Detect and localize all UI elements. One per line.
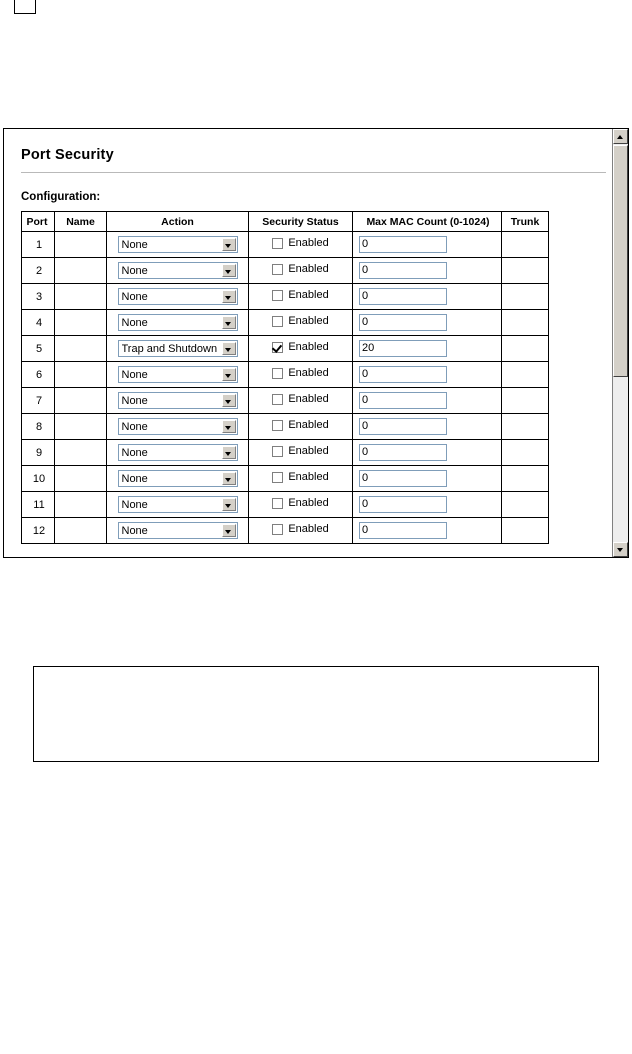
vertical-scrollbar[interactable] [612,129,628,557]
cell-trunk [502,362,549,388]
security-status-label: Enabled [288,289,329,302]
cell-security-status [249,336,353,362]
title-divider [21,172,606,173]
chevron-down-icon[interactable] [222,238,236,251]
column-header-action: Action [107,212,249,232]
security-status-checkbox-wrap[interactable] [272,471,328,483]
action-select[interactable] [118,392,238,409]
cell-name [55,232,107,258]
browser-pane [3,128,629,558]
cell-name [55,492,107,518]
max-mac-count-input[interactable]: 0 [359,392,447,409]
cell-action [107,440,249,466]
action-select[interactable] [118,444,238,461]
security-status-checkbox[interactable] [272,368,283,379]
cell-name [55,518,107,544]
cell-name [55,310,107,336]
cell-security-status [249,414,353,440]
table-row [22,362,549,388]
security-status-checkbox[interactable] [272,524,283,535]
chevron-down-icon[interactable] [222,472,236,485]
cell-action [107,362,249,388]
table-row [22,336,549,362]
cell-port: 12 [22,518,55,544]
table-row [22,492,549,518]
column-header-trunk: Trunk [502,212,549,232]
cell-port: 6 [22,362,55,388]
chevron-down-icon[interactable] [222,264,236,277]
security-status-checkbox-wrap[interactable] [272,289,328,301]
chevron-down-icon[interactable] [222,368,236,381]
max-mac-count-input[interactable]: 0 [359,288,447,305]
security-status-checkbox-wrap[interactable] [272,445,328,457]
action-select[interactable] [118,522,238,539]
security-status-checkbox[interactable] [272,472,283,483]
cell-max-mac-count [353,310,502,336]
security-status-checkbox[interactable] [272,446,283,457]
cell-name [55,258,107,284]
cell-trunk [502,336,549,362]
cell-max-mac-count [353,388,502,414]
table-row [22,284,549,310]
cell-security-status [249,388,353,414]
security-status-label: Enabled [288,471,329,484]
cell-security-status [249,440,353,466]
security-status-label: Enabled [288,393,329,406]
cell-security-status [249,258,353,284]
cell-name [55,440,107,466]
table-row [22,518,549,544]
cell-max-mac-count [353,232,502,258]
action-select[interactable] [118,288,238,305]
cell-name [55,336,107,362]
figure-caption-frame [33,666,599,762]
action-select[interactable] [118,314,238,331]
security-status-checkbox[interactable] [272,420,283,431]
cell-max-mac-count [353,258,502,284]
security-status-checkbox-wrap[interactable] [272,497,328,509]
cell-port: 7 [22,388,55,414]
cell-name [55,362,107,388]
cell-security-status [249,284,353,310]
security-status-checkbox[interactable] [272,264,283,275]
max-mac-count-input[interactable]: 0 [359,496,447,513]
cell-trunk [502,284,549,310]
cell-trunk [502,466,549,492]
page-corner-mark [14,0,36,14]
cell-action [107,336,249,362]
cell-port: 8 [22,414,55,440]
action-select-value: None [121,447,148,459]
cell-port: 3 [22,284,55,310]
security-status-checkbox[interactable] [272,394,283,405]
table-header-row [22,212,549,232]
cell-max-mac-count [353,284,502,310]
cell-security-status [249,518,353,544]
cell-port: 10 [22,466,55,492]
table-row [22,232,549,258]
cell-trunk [502,492,549,518]
cell-action [107,518,249,544]
table-row [22,310,549,336]
action-select-value: None [121,421,148,433]
cell-action [107,258,249,284]
scroll-up-arrow-icon [617,135,623,139]
cell-security-status [249,362,353,388]
cell-security-status [249,310,353,336]
cell-action [107,414,249,440]
scrollbar-thumb[interactable] [613,145,628,377]
action-select[interactable] [118,418,238,435]
security-status-checkbox-wrap[interactable] [272,263,328,275]
page-content [21,147,608,544]
max-mac-count-input[interactable]: 0 [359,522,447,539]
action-select[interactable] [118,366,238,383]
chevron-down-icon[interactable] [222,316,236,329]
port-security-table [21,211,549,544]
action-select[interactable] [118,340,238,357]
security-status-checkbox[interactable] [272,316,283,327]
action-select-value: Trap and Shutdown [121,343,218,355]
table-body [22,232,549,544]
table-row [22,440,549,466]
section-label: Configuration: [21,191,101,203]
security-status-label: Enabled [288,237,329,250]
cell-port: 4 [22,310,55,336]
security-status-label: Enabled [288,367,329,380]
cell-security-status [249,466,353,492]
security-status-checkbox-wrap[interactable] [272,419,328,431]
chevron-down-icon[interactable] [222,290,236,303]
max-mac-count-input[interactable]: 0 [359,262,447,279]
action-select-value: None [121,395,148,407]
cell-action [107,310,249,336]
action-select-value: None [121,525,148,537]
table-row [22,258,549,284]
column-header-name: Name [55,212,107,232]
chevron-down-icon[interactable] [222,446,236,459]
max-mac-count-input[interactable]: 0 [359,366,447,383]
cell-trunk [502,440,549,466]
cell-security-status [249,232,353,258]
action-select-value: None [121,265,148,277]
cell-name [55,388,107,414]
cell-port: 9 [22,440,55,466]
cell-action [107,232,249,258]
cell-action [107,284,249,310]
column-header-max-mac-count: Max MAC Count (0-1024) [353,212,502,232]
security-status-label: Enabled [288,497,329,510]
security-status-checkbox-wrap[interactable] [272,367,328,379]
cell-name [55,414,107,440]
security-status-checkbox-wrap[interactable] [272,393,328,405]
cell-max-mac-count [353,440,502,466]
cell-max-mac-count [353,492,502,518]
table-row [22,414,549,440]
chevron-down-icon[interactable] [222,342,236,355]
action-select[interactable] [118,470,238,487]
column-header-port: Port [22,212,55,232]
cell-trunk [502,388,549,414]
security-status-label: Enabled [288,419,329,432]
action-select-value: None [121,317,148,329]
security-status-checkbox-wrap[interactable] [272,341,328,353]
cell-port: 1 [22,232,55,258]
security-status-checkbox[interactable] [272,342,283,353]
security-status-checkbox-wrap[interactable] [272,315,328,327]
cell-port: 11 [22,492,55,518]
page-title: Port Security [21,147,114,163]
cell-action [107,466,249,492]
cell-trunk [502,518,549,544]
action-select-value: None [121,369,148,381]
max-mac-count-input[interactable]: 0 [359,314,447,331]
cell-security-status [249,492,353,518]
max-mac-count-input[interactable]: 0 [359,444,447,461]
pane-content-area [4,129,612,557]
scroll-down-button[interactable] [613,542,628,557]
action-select[interactable] [118,496,238,513]
cell-trunk [502,258,549,284]
scroll-down-arrow-icon [617,548,623,552]
chevron-down-icon[interactable] [222,524,236,537]
column-header-security-status: Security Status [249,212,353,232]
action-select-value: None [121,239,148,251]
max-mac-count-input[interactable]: 0 [359,470,447,487]
scroll-up-button[interactable] [613,129,628,144]
security-status-checkbox[interactable] [272,498,283,509]
action-select-value: None [121,499,148,511]
security-status-checkbox[interactable] [272,290,283,301]
max-mac-count-input[interactable]: 0 [359,418,447,435]
action-select-value: None [121,291,148,303]
cell-port: 2 [22,258,55,284]
cell-name [55,466,107,492]
action-select[interactable] [118,262,238,279]
cell-trunk [502,310,549,336]
action-select-value: None [121,473,148,485]
cell-trunk [502,232,549,258]
chevron-down-icon[interactable] [222,498,236,511]
cell-max-mac-count [353,518,502,544]
max-mac-count-input[interactable]: 0 [359,236,447,253]
security-status-checkbox-wrap[interactable] [272,237,328,249]
security-status-checkbox-wrap[interactable] [272,523,328,535]
cell-max-mac-count [353,336,502,362]
security-status-label: Enabled [288,523,329,536]
cell-max-mac-count [353,466,502,492]
action-select[interactable] [118,236,238,253]
security-status-checkbox[interactable] [272,238,283,249]
security-status-label: Enabled [288,445,329,458]
table-row [22,388,549,414]
cell-action [107,492,249,518]
max-mac-count-input[interactable]: 20 [359,340,447,357]
cell-trunk [502,414,549,440]
cell-action [107,388,249,414]
chevron-down-icon[interactable] [222,394,236,407]
security-status-label: Enabled [288,341,329,354]
cell-max-mac-count [353,362,502,388]
cell-name [55,284,107,310]
table-row [22,466,549,492]
cell-max-mac-count [353,414,502,440]
security-status-label: Enabled [288,263,329,276]
cell-port: 5 [22,336,55,362]
security-status-label: Enabled [288,315,329,328]
chevron-down-icon[interactable] [222,420,236,433]
